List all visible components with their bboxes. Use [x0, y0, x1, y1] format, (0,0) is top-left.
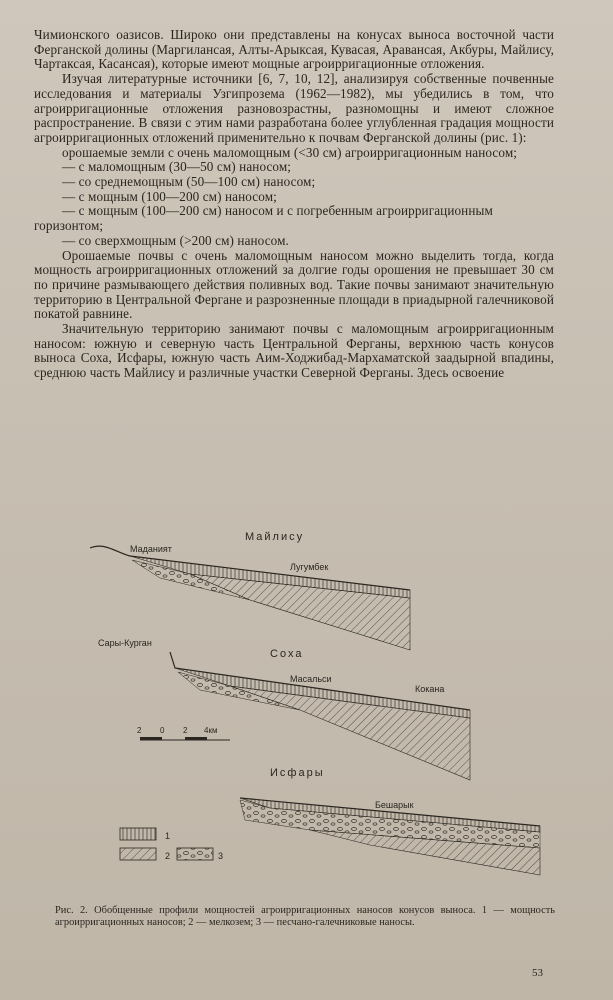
list-item: орошаемые земли с очень маломощным (<30 см) агроирригационным наносом; [62, 144, 518, 160]
legend-label: 2 [165, 851, 171, 861]
profile-title: Соха [270, 648, 304, 660]
list-item: — со сверхмощным (>200 см) наносом. [62, 232, 289, 248]
body-text [34, 28, 554, 381]
paragraph: Изучая литературные источники [6, 7, 10, 12], анализируя собственные почвенные исследования и материалы Узгипрозема (1962—1982), мы убедились в том, что агроирригационные отложения разновозрастны, разномощны и имеют сложное распространение. В связи с этим нами разработана более углубленная градация мощности агроирригационных отложений применительно к почвам Ферганской долины (рис. 1): [34, 71, 554, 145]
legend-label: 1 [165, 831, 171, 841]
scale-tick: 0 [160, 726, 165, 735]
paragraph: Значительную территорию занимают почвы с маломощным агроирригационным наносом: южную и северную часть Центральной Ферганы, верхнюю часть конусов выноса Соха, Исфары, южную часть Аим-Ходжибад-Мархаматской заадырной впадины, среднюю часть Майлису и различные участки Северной Ферганы. Здесь освоение [34, 321, 554, 381]
profile-title: Майлису [245, 531, 305, 543]
legend-label: 3 [218, 851, 224, 861]
paragraph: Чимионского оазисов. Широко они представлены на конусах выноса восточной части Ферганской долины (Маргилансая, Алты-Арыксая, Кувасая, Аравансая, Акбуры, Майлису, Чартаксая, Касансая), которые имеют мощные агроирригационные отложения. [34, 27, 554, 72]
scale-bar [137, 726, 230, 740]
profiles-diagram [70, 530, 550, 880]
legend-swatch-gravel [177, 848, 213, 860]
scale-tick: 4км [204, 726, 218, 735]
page-number: 53 [532, 967, 543, 979]
paragraph: Орошаемые почвы с очень маломощным наносом можно выделить тогда, когда мощность агроирригационных отложений за долгие годы орошения не превышает 30 см по причине размывающего действия поливных вод. Такие почвы занимают значительную территорию в Центральной Фергане и разрозненные площади в приадырной галечниковой покатой равнине. [34, 247, 554, 322]
list-item: — с мощным (100—200 см) наносом; [62, 188, 277, 204]
profile-label: Бешарык [375, 800, 414, 810]
legend-swatch-agro [120, 828, 156, 840]
profile-label: Маданият [130, 544, 172, 554]
list-item: — с мощным (100—200 см) наносом и с погребенным агроирригационным горизонтом; [34, 203, 493, 234]
profile-title: Исфары [270, 767, 325, 779]
profile-label: Сары-Курган [98, 638, 152, 648]
profile-label: Кокана [415, 684, 445, 694]
list-item: — со среднемощным (50—100 см) наносом; [62, 174, 316, 190]
scale-tick: 2 [183, 726, 188, 735]
list-item: — с маломощным (30—50 см) наносом; [62, 159, 292, 175]
profile-label: Масальси [290, 674, 332, 684]
legend-swatch-fine-earth [120, 848, 156, 860]
legend [120, 828, 223, 861]
profile-label: Лугумбек [290, 562, 329, 572]
figure-caption: Рис. 2. Обобщенные профили мощностей агроирригационных наносов конусов выноса. 1 — мощность агроирригационных наносов; 2 — мелкозем; 3 — песчано-галечниковые наносы. [55, 905, 555, 928]
scale-tick: 2 [137, 726, 142, 735]
figure-profiles [70, 530, 550, 880]
